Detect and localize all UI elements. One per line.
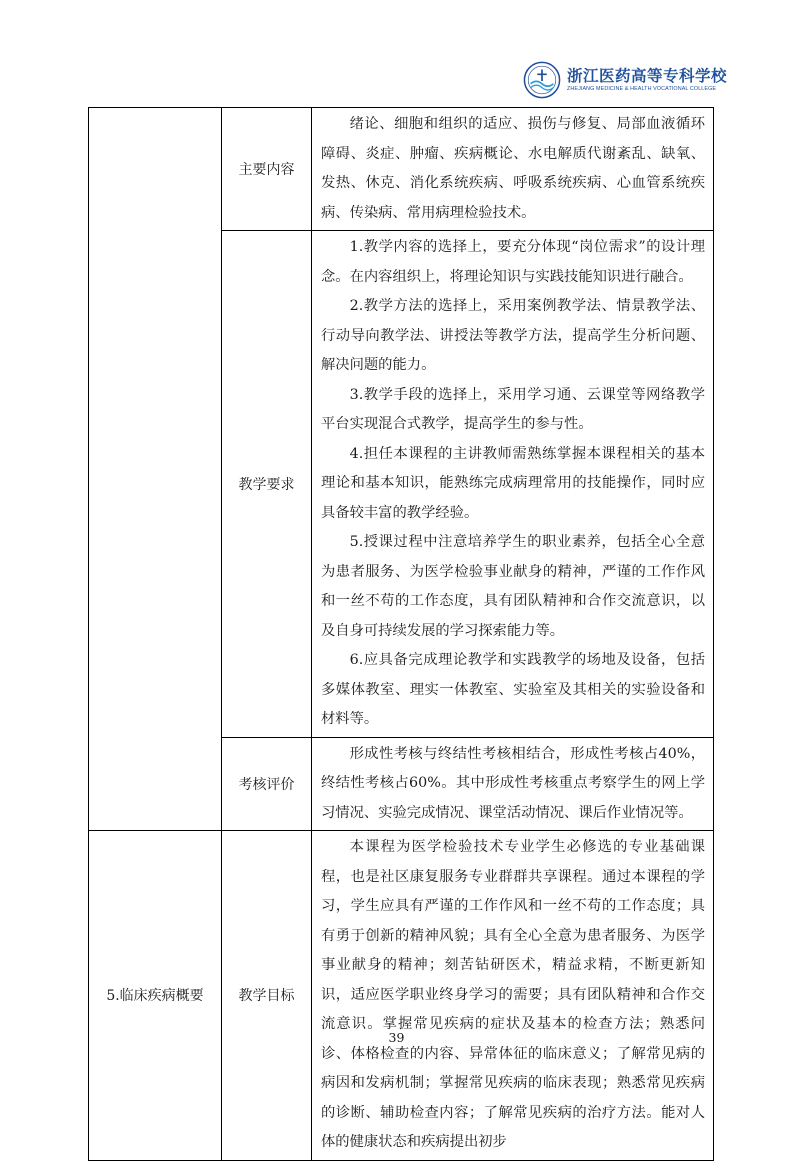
row-label: 教学目标 [222, 831, 312, 1161]
course-name-cell: 5.临床疾病概要 [89, 831, 222, 1161]
row-content-objectives [312, 831, 714, 1161]
school-emblem-icon [523, 61, 561, 99]
school-logo [523, 61, 727, 99]
paragraph: 3.教学手段的选择上，采用学习通、云课堂等网络教学平台实现混合式教学，提高学生的参与性。 [321, 386, 705, 432]
paragraph: 5.授课过程中注意培养学生的职业素养，包括全心全意为患者服务、为医学检验事业献身的精神，严谨的工作作风和一丝不苟的工作态度，具有团队精神和合作交流意识，以及自身可持续发展的学习探索能力等。 [321, 534, 705, 639]
school-name-en: ZHEJIANG MEDICINE & HEALTH VOCATIONAL COLLEGE [567, 85, 717, 92]
paragraph: 1.教学内容的选择上，要充分体现“岗位需求”的设计理念。在内容组织上，将理论知识与实践技能知识进行融合。 [321, 239, 705, 285]
paragraph: 4.担任本课程的主讲教师需熟练掌握本课程相关的基本理论和基本知识，能熟练完成病理常用的技能操作，同时应具备较丰富的教学经验。 [321, 445, 705, 521]
page-number: 39 [388, 1030, 405, 1045]
paragraph: 绪论、细胞和组织的适应、损伤与修复、局部血液循环障碍、炎症、肿瘤、疾病概论、水电解质代谢紊乱、缺氧、发热、休克、消化系统疾病、呼吸系统疾病、心血管系统疾病、传染病、常用病理检验技术。 [321, 116, 705, 221]
paragraph: 6.应具备完成理论教学和实践教学的场地及设备，包括多媒体教室、理实一体教室、实验室及其相关的实验设备和材料等。 [321, 652, 705, 727]
row-label: 教学要求 [222, 231, 312, 738]
table-row [89, 831, 714, 1161]
school-name-cn: 浙江医药高等专科学校 [567, 66, 728, 86]
row-content-teaching [312, 231, 714, 738]
course-name-cell [89, 108, 222, 831]
paragraph: 本课程为医学检验技术专业学生必修选的专业基础课程，也是社区康复服务专业群群共享课程。通过本课程的学习，学生应具有严谨的工作作风和一丝不苟的工作态度；具有勇于创新的精神风貌；具有全心全意为患者服务、为医学事业献身的精神；刻苦钻研医术，精益求精，不断更新知识，适应医学职业终身学习的需要；具有团队精神和合作交流意识。掌握常见疾病的症状及基本的检查方法；熟悉问诊、体格检查的内容、异常体征的临床意义；了解常见病的病因和发病机制；掌握常见疾病的临床表现；熟悉常见疾病的诊断、辅助检查内容；了解常见疾病的治疗方法。能对人体的健康状态和疾病提出初步 [321, 839, 705, 1150]
table-row [89, 108, 714, 231]
paragraph: 2.教学方法的选择上，采用案例教学法、情景教学法、行动导向教学法、讲授法等教学方法，提高学生分析问题、解决问题的能力。 [321, 298, 705, 373]
row-content-assessment [312, 737, 714, 831]
row-label: 考核评价 [222, 737, 312, 831]
row-content-main [312, 108, 714, 231]
row-label: 主要内容 [222, 108, 312, 231]
paragraph: 形成性考核与终结性考核相结合，形成性考核占40%，终结性考核占60%。其中形成性考核重点考察学生的网上学习情况、实验完成情况、课堂活动情况、课后作业情况等。 [321, 745, 705, 821]
course-table [88, 107, 714, 1161]
